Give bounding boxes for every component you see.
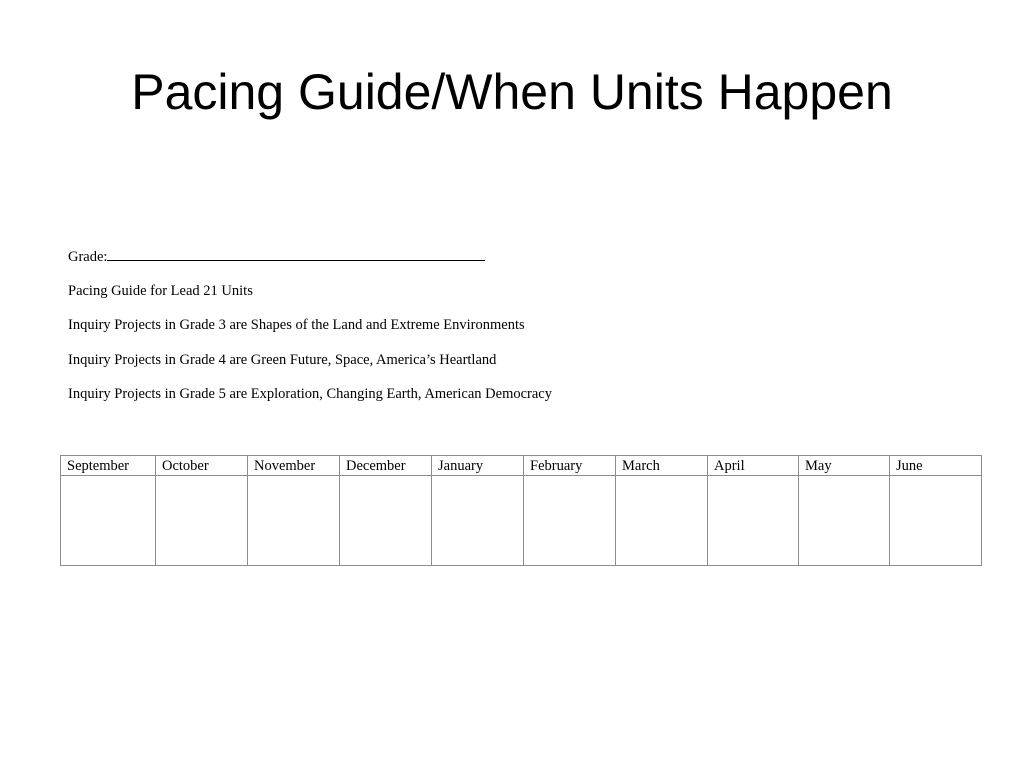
- pacing-table: [60, 455, 982, 566]
- grade-label: Grade:: [68, 249, 108, 265]
- month-cell-april: [708, 476, 799, 566]
- month-cell-june: [890, 476, 982, 566]
- month-cell-november: [248, 476, 340, 566]
- table-row: [61, 476, 982, 566]
- month-header-march: March: [616, 456, 708, 476]
- grade-3-projects-line: Inquiry Projects in Grade 3 are Shapes of the Land and Extreme Environments: [68, 317, 525, 334]
- month-header-february: February: [524, 456, 616, 476]
- grade-4-projects-line: Inquiry Projects in Grade 4 are Green Future, Space, America’s Heartland: [68, 351, 497, 368]
- month-cell-january: [432, 476, 524, 566]
- pacing-guide-line: Pacing Guide for Lead 21 Units: [68, 282, 253, 299]
- month-header-may: May: [799, 456, 890, 476]
- month-header-december: December: [340, 456, 432, 476]
- month-header-september: September: [61, 456, 156, 476]
- month-cell-february: [524, 476, 616, 566]
- grade-blank-line: [107, 248, 485, 261]
- month-header-june: June: [890, 456, 982, 476]
- grade-line: [68, 248, 552, 283]
- slide-body: [68, 248, 552, 421]
- month-cell-october: [156, 476, 248, 566]
- month-cell-march: [616, 476, 708, 566]
- month-cell-may: [799, 476, 890, 566]
- month-header-row: [61, 456, 982, 476]
- month-cell-december: [340, 476, 432, 566]
- month-header-october: October: [156, 456, 248, 476]
- grade-5-projects-line: Inquiry Projects in Grade 5 are Exploration, Changing Earth, American Democracy: [68, 386, 552, 403]
- month-header-april: April: [708, 456, 799, 476]
- slide-title: Pacing Guide/When Units Happen: [131, 64, 893, 120]
- month-cell-september: [61, 476, 156, 566]
- month-header-january: January: [432, 456, 524, 476]
- month-header-november: November: [248, 456, 340, 476]
